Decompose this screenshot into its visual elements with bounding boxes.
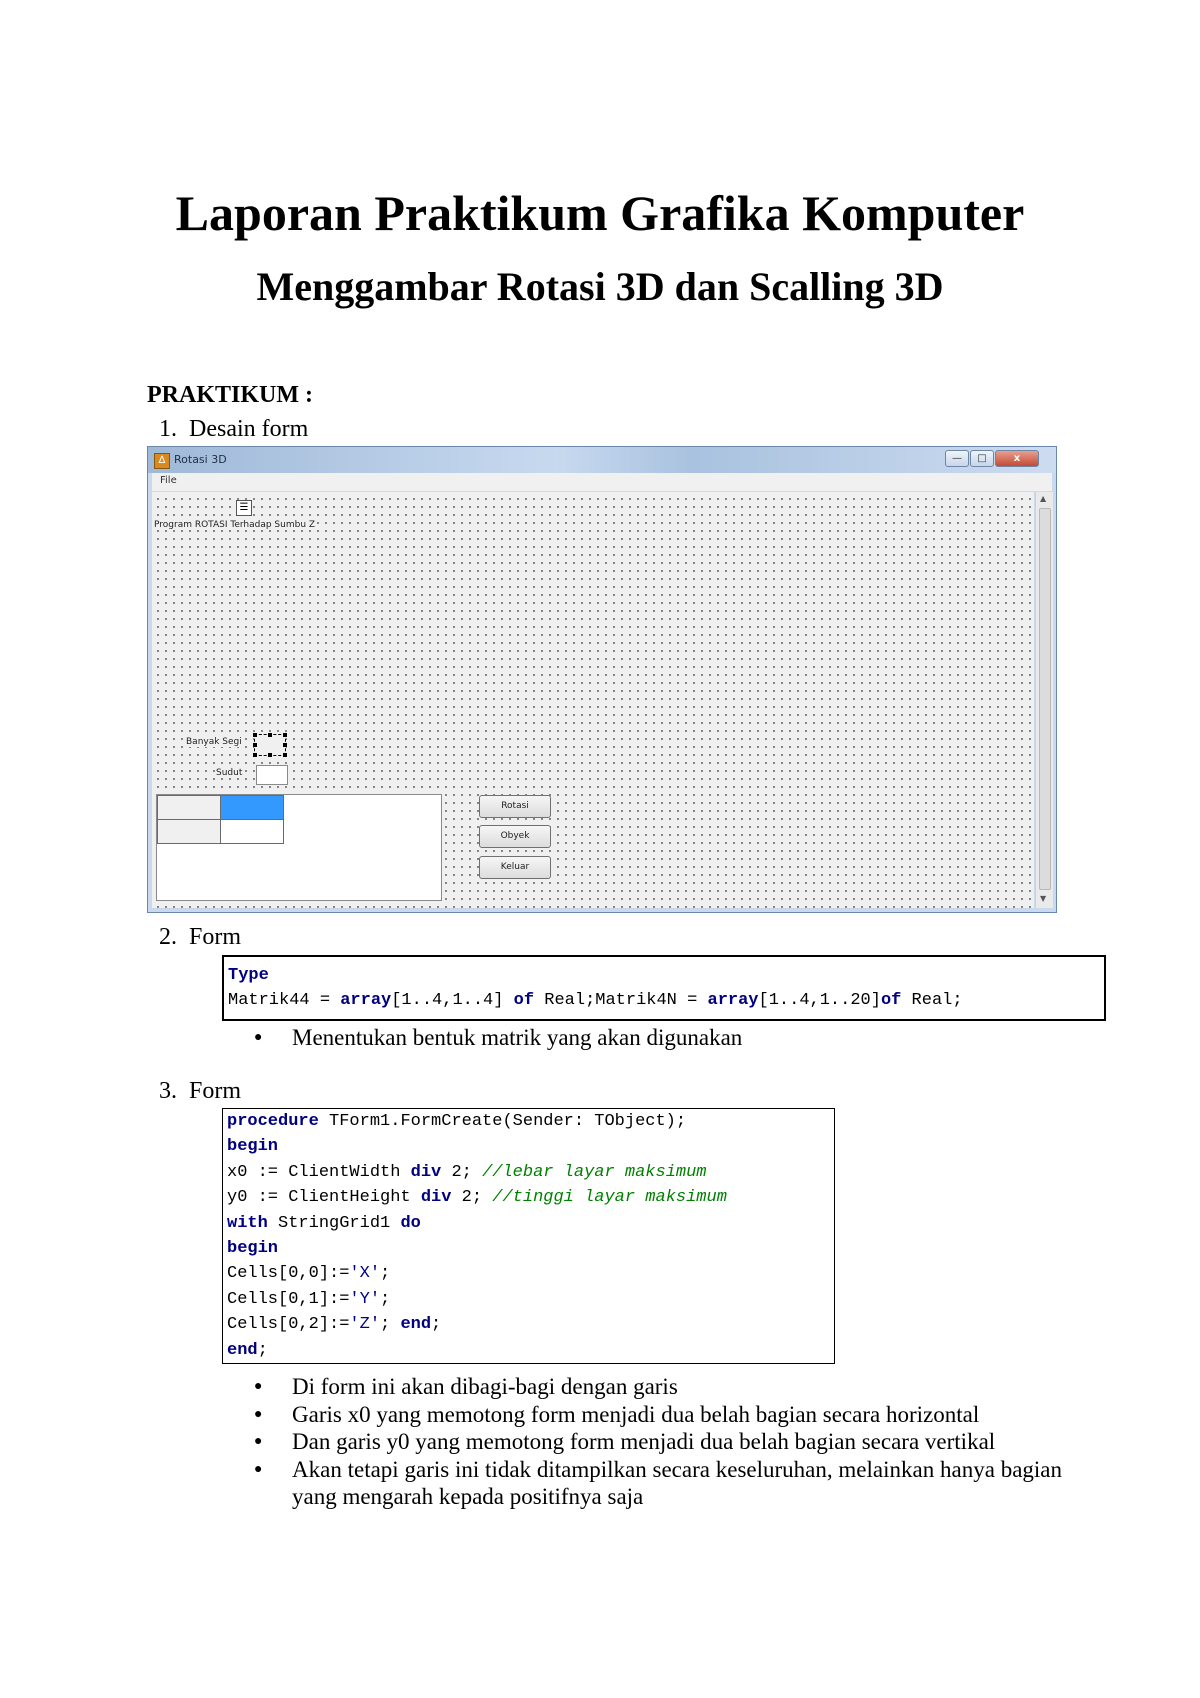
code-keyword: array (340, 991, 392, 1011)
edit-banyak-segi-selected[interactable] (254, 734, 286, 756)
code-keyword: of (513, 991, 535, 1011)
code-keyword: array (707, 991, 759, 1011)
list-item-3 (147, 1076, 241, 1106)
code-text: y0 := ClientHeight (227, 1188, 421, 1208)
form-designer-screenshot (147, 446, 1057, 913)
code-text: Matrik44 = (228, 991, 341, 1011)
code-text: 2; (451, 1188, 493, 1208)
menu-bar (152, 473, 1052, 492)
label-sudut: Sudut (216, 768, 243, 778)
code-keyword: div (420, 1188, 452, 1208)
grid-cell[interactable] (220, 819, 284, 844)
close-button[interactable]: x (995, 450, 1039, 467)
item-label: Form (189, 924, 242, 950)
code-text: ; (380, 1289, 391, 1309)
code-text: [1..4,1..20] (758, 991, 881, 1011)
code-text: StringGrid1 (267, 1213, 401, 1233)
menu-file[interactable]: File (160, 475, 177, 486)
grid-cell-selected[interactable] (220, 795, 284, 820)
vertical-scrollbar[interactable] (1035, 492, 1053, 908)
code-text: TForm1.FormCreate(Sender: TObject); (318, 1112, 687, 1131)
string-grid[interactable] (156, 794, 442, 901)
code-text: ; (380, 1264, 391, 1284)
window-titlebar (148, 447, 1056, 473)
scroll-thumb[interactable] (1039, 508, 1051, 890)
maximize-button[interactable]: □ (970, 450, 994, 467)
code-keyword: begin (227, 1137, 279, 1157)
code-text: 2; (441, 1162, 483, 1182)
bullet-item: ● Di form ini akan dibagi-bagi dengan garis (252, 1373, 1062, 1401)
bullet-item: ● Akan tetapi garis ini tidak ditampilkan secara keseluruhan, melainkan hanya bagian yang mengarah kepada positifnya saja (252, 1456, 1062, 1511)
item-number: 3. (159, 1078, 177, 1104)
bullet-item: ● Dan garis y0 yang memotong form menjadi dua belah bagian secara vertikal (252, 1428, 1062, 1456)
item-number: 2. (159, 924, 177, 950)
code-keyword: end (400, 1315, 432, 1335)
code-keyword: with (227, 1213, 268, 1233)
code-keyword: begin (227, 1239, 279, 1259)
bullet-item: ● Menentukan bentuk matrik yang akan digunakan (252, 1024, 1062, 1052)
page-subtitle: Menggambar Rotasi 3D dan Scalling 3D (256, 264, 944, 309)
edit-sudut-input[interactable] (256, 765, 288, 785)
form-canvas (152, 492, 1034, 908)
code-keyword: end (227, 1340, 258, 1360)
mainmenu-component-icon[interactable]: ☰ (236, 500, 252, 516)
code-text: x0 := ClientWidth (227, 1162, 411, 1182)
code-keyword: do (400, 1213, 421, 1233)
page-title: Laporan Praktikum Grafika Komputer (175, 185, 1025, 241)
code-text: Real;Matrik4N = (534, 991, 708, 1011)
code-text: Cells[0,1]:= (227, 1289, 350, 1309)
item-number: 1. (159, 416, 177, 442)
code-text: Real; (901, 991, 963, 1011)
window-title: Rotasi 3D (174, 453, 227, 466)
grid-cell[interactable] (157, 819, 221, 844)
list-item-1 (147, 414, 308, 444)
bullet-list-2 (252, 1373, 1062, 1511)
code-comment: //tinggi layar maksimum (492, 1188, 727, 1208)
bullet-item: ● Garis x0 yang memotong form menjadi dua belah bagian secara horizontal (252, 1401, 1062, 1429)
bullet-list-1 (252, 1024, 1062, 1052)
code-comment: //lebar layar maksimum (482, 1162, 707, 1182)
section-heading: PRAKTIKUM : (147, 382, 313, 408)
grid-cell[interactable] (157, 795, 221, 820)
label-program: Program ROTASI Terhadap Sumbu Z (154, 520, 316, 530)
code-text: ; (431, 1315, 442, 1335)
code-string: 'Y' (349, 1289, 381, 1309)
label-banyak-segi: Banyak Segi (186, 737, 242, 747)
code-block-type (222, 955, 1106, 1021)
code-text: ; (257, 1340, 268, 1360)
obyek-button[interactable]: Obyek (479, 825, 551, 848)
code-keyword: of (880, 991, 902, 1011)
scroll-down-icon[interactable]: ▼ (1040, 894, 1047, 903)
code-block-formcreate (222, 1108, 835, 1364)
keluar-button[interactable]: Keluar (479, 856, 551, 879)
minimize-button[interactable]: — (945, 450, 969, 467)
code-text: Cells[0,0]:= (227, 1264, 350, 1284)
code-keyword: procedure (227, 1112, 319, 1131)
rotasi-button[interactable]: Rotasi (479, 795, 551, 818)
scroll-up-icon[interactable]: ▲ (1040, 494, 1047, 503)
code-text: Cells[0,2]:= (227, 1315, 350, 1335)
list-item-2 (147, 922, 241, 952)
code-text: ; (380, 1315, 401, 1335)
code-text: [1..4,1..4] (391, 991, 514, 1011)
code-keyword: Type (228, 966, 269, 985)
code-string: 'X' (349, 1264, 381, 1284)
delphi-app-icon: ∆ (154, 453, 170, 469)
item-label: Form (189, 1078, 242, 1104)
item-label: Desain form (189, 416, 309, 442)
code-keyword: div (410, 1162, 442, 1182)
code-string: 'Z' (349, 1315, 381, 1335)
